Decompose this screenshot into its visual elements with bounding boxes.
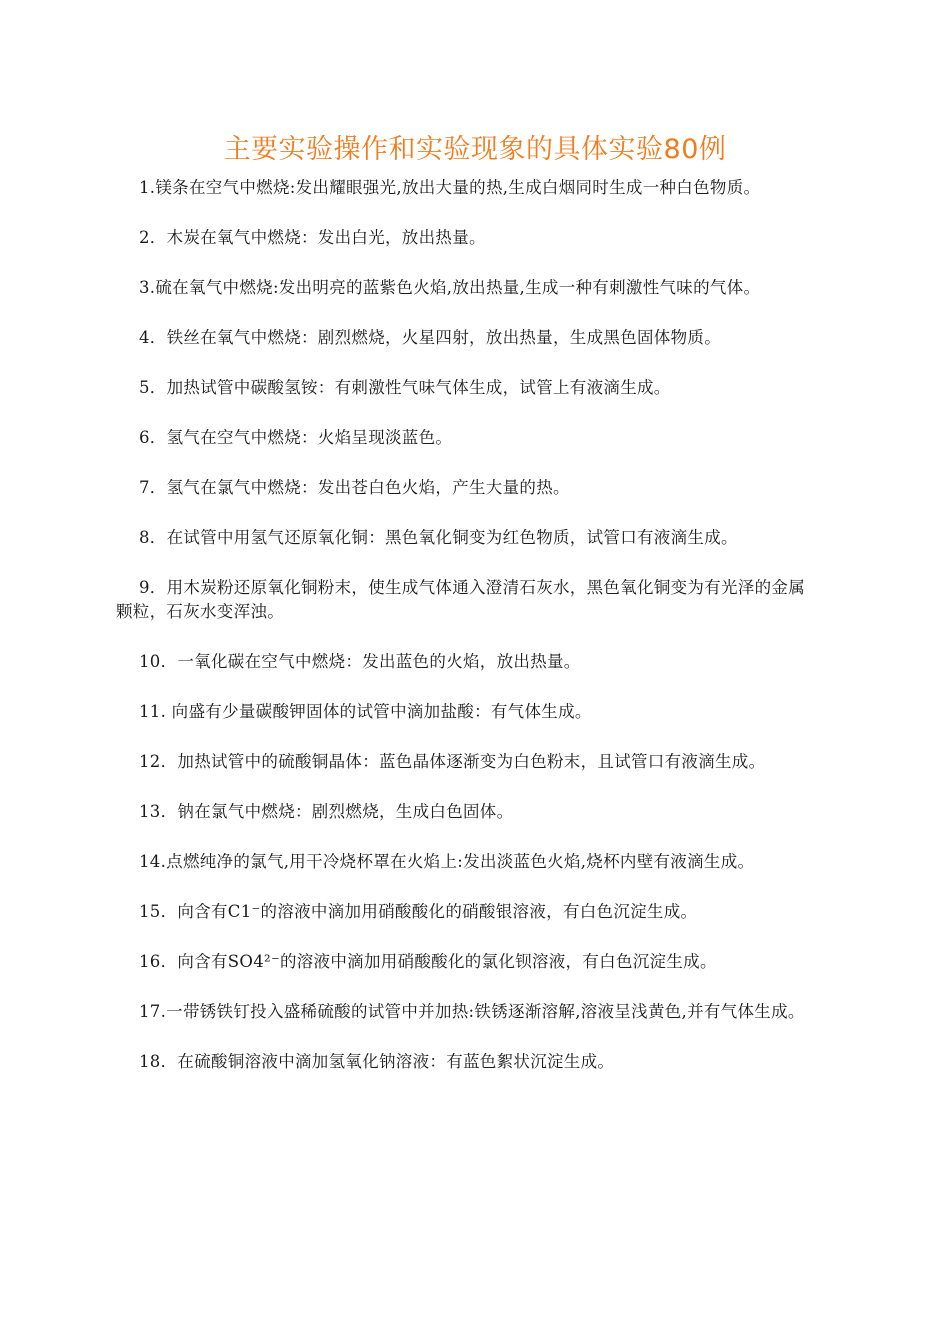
- list-item: 16．向含有SO4²⁻的溶液中滴加用硝酸酸化的氯化钡溶液，有白色沉淀生成。: [139, 952, 717, 971]
- list-item: 8．在试管中用氢气还原氧化铜：黑色氧化铜变为红色物质，试管口有液滴生成。: [139, 528, 738, 547]
- list-item: 3.硫在氧气中燃烧:发出明亮的蓝紫色火焰,放出热量,生成一种有刺激性气味的气体。: [139, 278, 761, 297]
- list-item: 12．加热试管中的硫酸铜晶体：蓝色晶体逐渐变为白色粉末，且试管口有液滴生成。: [139, 752, 766, 771]
- list-item: 5．加热试管中碳酸氢铵：有刺激性气味气体生成，试管上有液滴生成。: [139, 378, 671, 397]
- list-item: 14.点燃纯净的氯气,用干冷烧杯罩在火焰上:发出淡蓝色火焰,烧杯内壁有液滴生成。: [139, 852, 755, 871]
- list-item: 1.镁条在空气中燃烧:发出耀眼强光,放出大量的热,生成白烟同时生成一种白色物质。: [139, 178, 761, 197]
- list-item: 13．钠在氯气中燃烧：剧烈燃烧，生成白色固体。: [139, 802, 514, 821]
- list-item: 18．在硫酸铜溶液中滴加氢氧化钠溶液：有蓝色絮状沉淀生成。: [139, 1052, 615, 1071]
- experiment-list: [116, 176, 812, 1100]
- list-item: 17.一带锈铁钉投入盛稀硫酸的试管中并加热:铁锈逐渐溶解,溶液呈浅黄色,并有气体生成。: [139, 1002, 805, 1021]
- list-item: 9．用木炭粉还原氧化铜粉末，使生成气体通入澄清石灰水，黑色氧化铜变为有光泽的金属颗粒，石灰水变浑浊。: [116, 578, 805, 621]
- list-item: 2．木炭在氧气中燃烧：发出白光，放出热量。: [139, 228, 486, 247]
- page-title: 主要实验操作和实验现象的具体实验80例: [223, 134, 727, 165]
- list-item: 7．氢气在氯气中燃烧：发出苍白色火焰，产生大量的热。: [139, 478, 570, 497]
- list-item: 11. 向盛有少量碳酸钾固体的试管中滴加盐酸：有气体生成。: [139, 702, 592, 721]
- list-item: 6．氢气在空气中燃烧：火焰呈现淡蓝色。: [139, 428, 453, 447]
- list-item: 10．一氧化碳在空气中燃烧：发出蓝色的火焰，放出热量。: [139, 652, 581, 671]
- list-item: 4．铁丝在氧气中燃烧：剧烈燃烧，火星四射，放出热量，生成黑色固体物质。: [139, 328, 721, 347]
- list-item: 15．向含有C1⁻的溶液中滴加用硝酸酸化的硝酸银溶液，有白色沉淀生成。: [139, 902, 698, 921]
